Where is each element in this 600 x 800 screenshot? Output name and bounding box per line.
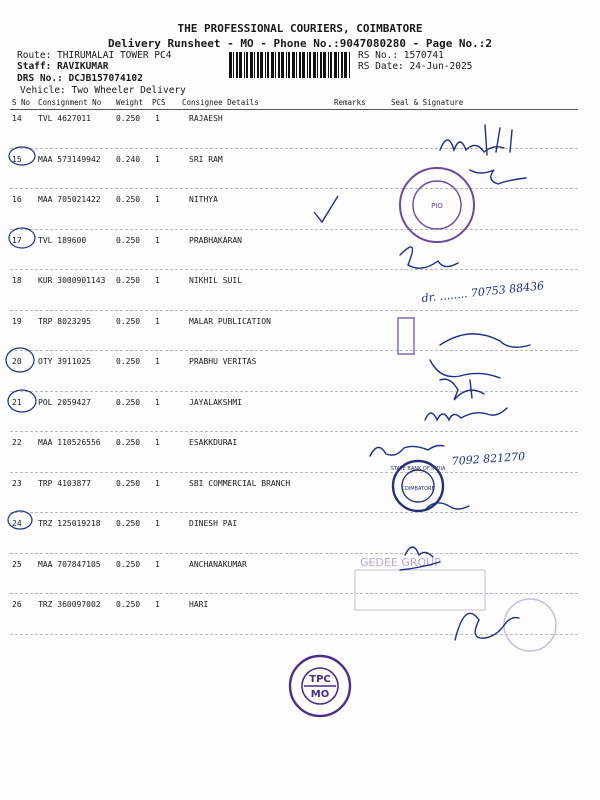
rs-number: RS No.: 1570741 xyxy=(358,50,444,61)
row-sno: 24 xyxy=(12,519,22,528)
row-consignment: MAA 110526556 xyxy=(38,438,101,447)
col-weight: Weight xyxy=(116,98,144,107)
row-sno: 23 xyxy=(12,478,22,488)
signature-row-21 xyxy=(425,408,507,420)
drs-label: DRS No.: DCJB157074102 xyxy=(17,73,143,84)
col-consignee: Consignee Details xyxy=(182,98,259,107)
row-sno: 16 xyxy=(12,195,22,204)
row-divider xyxy=(10,634,578,635)
row-consignee: SRI RAM xyxy=(189,154,223,164)
row-consignee: ANCHANAKUMAR xyxy=(189,559,247,569)
signature-row-17 xyxy=(400,247,458,268)
row-consignee: JAYALAKSHMI xyxy=(189,397,242,407)
row-divider xyxy=(10,148,578,149)
row-consignment: TRZ 125019218 xyxy=(38,519,101,528)
row-pcs: 1 xyxy=(155,438,160,447)
row-weight: 0.250 xyxy=(116,114,141,123)
row-pcs: 1 xyxy=(155,519,160,528)
row-divider xyxy=(10,350,578,351)
row-consignment: POL 2059427 xyxy=(38,397,91,407)
row-consignee: NIKHIL SUIL xyxy=(189,276,242,285)
sbi-branch-text: COIMBATORE xyxy=(401,486,435,492)
row-consignee: HARI xyxy=(189,600,209,609)
row-weight: 0.250 xyxy=(116,397,141,407)
row-sno: 20 xyxy=(12,357,22,366)
row-consignment: TVL 4627011 xyxy=(38,114,91,123)
row-consignment: MAA 707847105 xyxy=(38,559,101,569)
col-seal-signature: Seal & Signature xyxy=(391,98,464,107)
row-consignment: TVL 189600 xyxy=(38,235,87,245)
note18-text: dr. ........ 70753 88436 xyxy=(420,279,545,305)
signature-row-14 xyxy=(440,125,512,155)
header-divider xyxy=(10,109,578,110)
row-sno: 25 xyxy=(12,559,22,569)
row-weight: 0.250 xyxy=(116,357,141,366)
row-weight: 0.250 xyxy=(116,195,141,204)
row-weight: 0.250 xyxy=(116,559,141,569)
row-consignee: DINESH PAI xyxy=(189,519,238,528)
gedee-seal xyxy=(355,556,556,651)
row-sno: 21 xyxy=(12,397,22,407)
row-divider xyxy=(10,269,578,270)
row-pcs: 1 xyxy=(155,397,160,407)
tpc-bottom-text: MO xyxy=(310,689,330,700)
col-remarks: Remarks xyxy=(334,98,366,107)
row-consignment: KUR 3000901143 xyxy=(38,276,106,285)
signature-row-19 xyxy=(430,334,530,378)
company-title: THE PROFESSIONAL COURIERS, COIMBATORE xyxy=(177,22,423,35)
row-weight: 0.250 xyxy=(116,316,141,326)
tick-mark xyxy=(314,196,338,222)
rs-date: RS Date: 24-Jun-2025 xyxy=(358,61,473,72)
row-consignee: NITHYA xyxy=(189,195,218,204)
row-divider xyxy=(10,512,578,513)
row-pcs: 1 xyxy=(155,600,160,609)
row-pcs: 1 xyxy=(155,478,160,488)
row-weight: 0.240 xyxy=(116,154,141,164)
rectangle-seal xyxy=(398,318,414,354)
route-label: Route: THIRUMALAI TOWER PC4 xyxy=(17,50,172,61)
note22-text: 7092 821270 xyxy=(451,449,526,468)
row-weight: 0.250 xyxy=(116,235,141,245)
row-pcs: 1 xyxy=(155,316,160,326)
row-weight: 0.250 xyxy=(116,276,141,285)
barcode-image xyxy=(229,52,352,78)
gedee-text-text: GEDEE GROUP xyxy=(360,556,441,569)
row-pcs: 1 xyxy=(155,195,160,204)
staff-label: Staff: RAVIKUMAR xyxy=(17,61,109,72)
row-sno: 26 xyxy=(12,600,22,609)
row-consignment: TRP 4103877 xyxy=(38,478,91,488)
vehicle-label: Vehicle: Two Wheeler Delivery xyxy=(20,85,186,96)
row-weight: 0.250 xyxy=(116,478,141,488)
row-divider xyxy=(10,310,578,311)
row-consignee: MALAR PUBLICATION xyxy=(189,316,271,326)
row-consignment: MAA 705021422 xyxy=(38,195,101,204)
signatures xyxy=(370,125,530,640)
svg-text:PIO: PIO xyxy=(431,202,443,210)
signature-row-22 xyxy=(370,446,444,457)
row-divider xyxy=(10,229,578,230)
row-sno: 18 xyxy=(12,276,22,285)
row-consignee: PRABHU VERITAS xyxy=(189,357,257,366)
col-consignment: Consignment No xyxy=(38,98,102,107)
row-consignment: TRZ 360097002 xyxy=(38,600,101,609)
col-sno: S No xyxy=(12,98,31,107)
row-consignment: MAA 573149942 xyxy=(38,154,101,164)
row-consignee: PRABHAKARAN xyxy=(189,235,242,245)
row-divider xyxy=(10,472,578,473)
row-consignee: ESAKKDURAI xyxy=(189,438,238,447)
row-divider xyxy=(10,431,578,432)
row-sno: 15 xyxy=(12,154,22,164)
signature-row-26 xyxy=(455,613,519,640)
row-pcs: 1 xyxy=(155,357,160,366)
row-pcs: 1 xyxy=(155,154,160,164)
signature-row-24 xyxy=(400,547,440,570)
row-divider xyxy=(10,391,578,392)
row-pcs: 1 xyxy=(155,276,160,285)
company-seal-round xyxy=(400,168,474,242)
row-consignee: RAJAESH xyxy=(189,114,223,123)
row-weight: 0.250 xyxy=(116,600,141,609)
row-pcs: 1 xyxy=(155,114,160,123)
row-sno: 14 xyxy=(12,114,22,123)
row-weight: 0.250 xyxy=(116,519,141,528)
row-consignee: SBI COMMERCIAL BRANCH xyxy=(189,478,291,488)
tpc-top-text: TPC xyxy=(309,674,331,685)
col-pcs: PCS xyxy=(152,98,166,107)
tpc-mo-stamp xyxy=(290,656,350,716)
row-pcs: 1 xyxy=(155,235,160,245)
row-consignment: OTY 3911025 xyxy=(38,357,91,366)
sbi-text-text: STATE BANK OF INDIA xyxy=(390,466,446,472)
row-weight: 0.250 xyxy=(116,438,141,447)
row-sno: 17 xyxy=(12,235,22,245)
row-divider xyxy=(10,188,578,189)
row-sno: 22 xyxy=(12,438,22,447)
signature-row-15 xyxy=(470,170,526,184)
row-sno: 19 xyxy=(12,316,22,326)
row-divider xyxy=(10,553,578,554)
sbi-stamp xyxy=(391,461,446,511)
row-consignment: TRP 8023295 xyxy=(38,316,91,326)
runsheet-title: Delivery Runsheet - MO - Phone No.:9047080280 - Page No.:2 xyxy=(107,37,493,50)
row-divider xyxy=(10,593,578,594)
row-pcs: 1 xyxy=(155,559,160,569)
signature-row-23 xyxy=(425,503,469,510)
